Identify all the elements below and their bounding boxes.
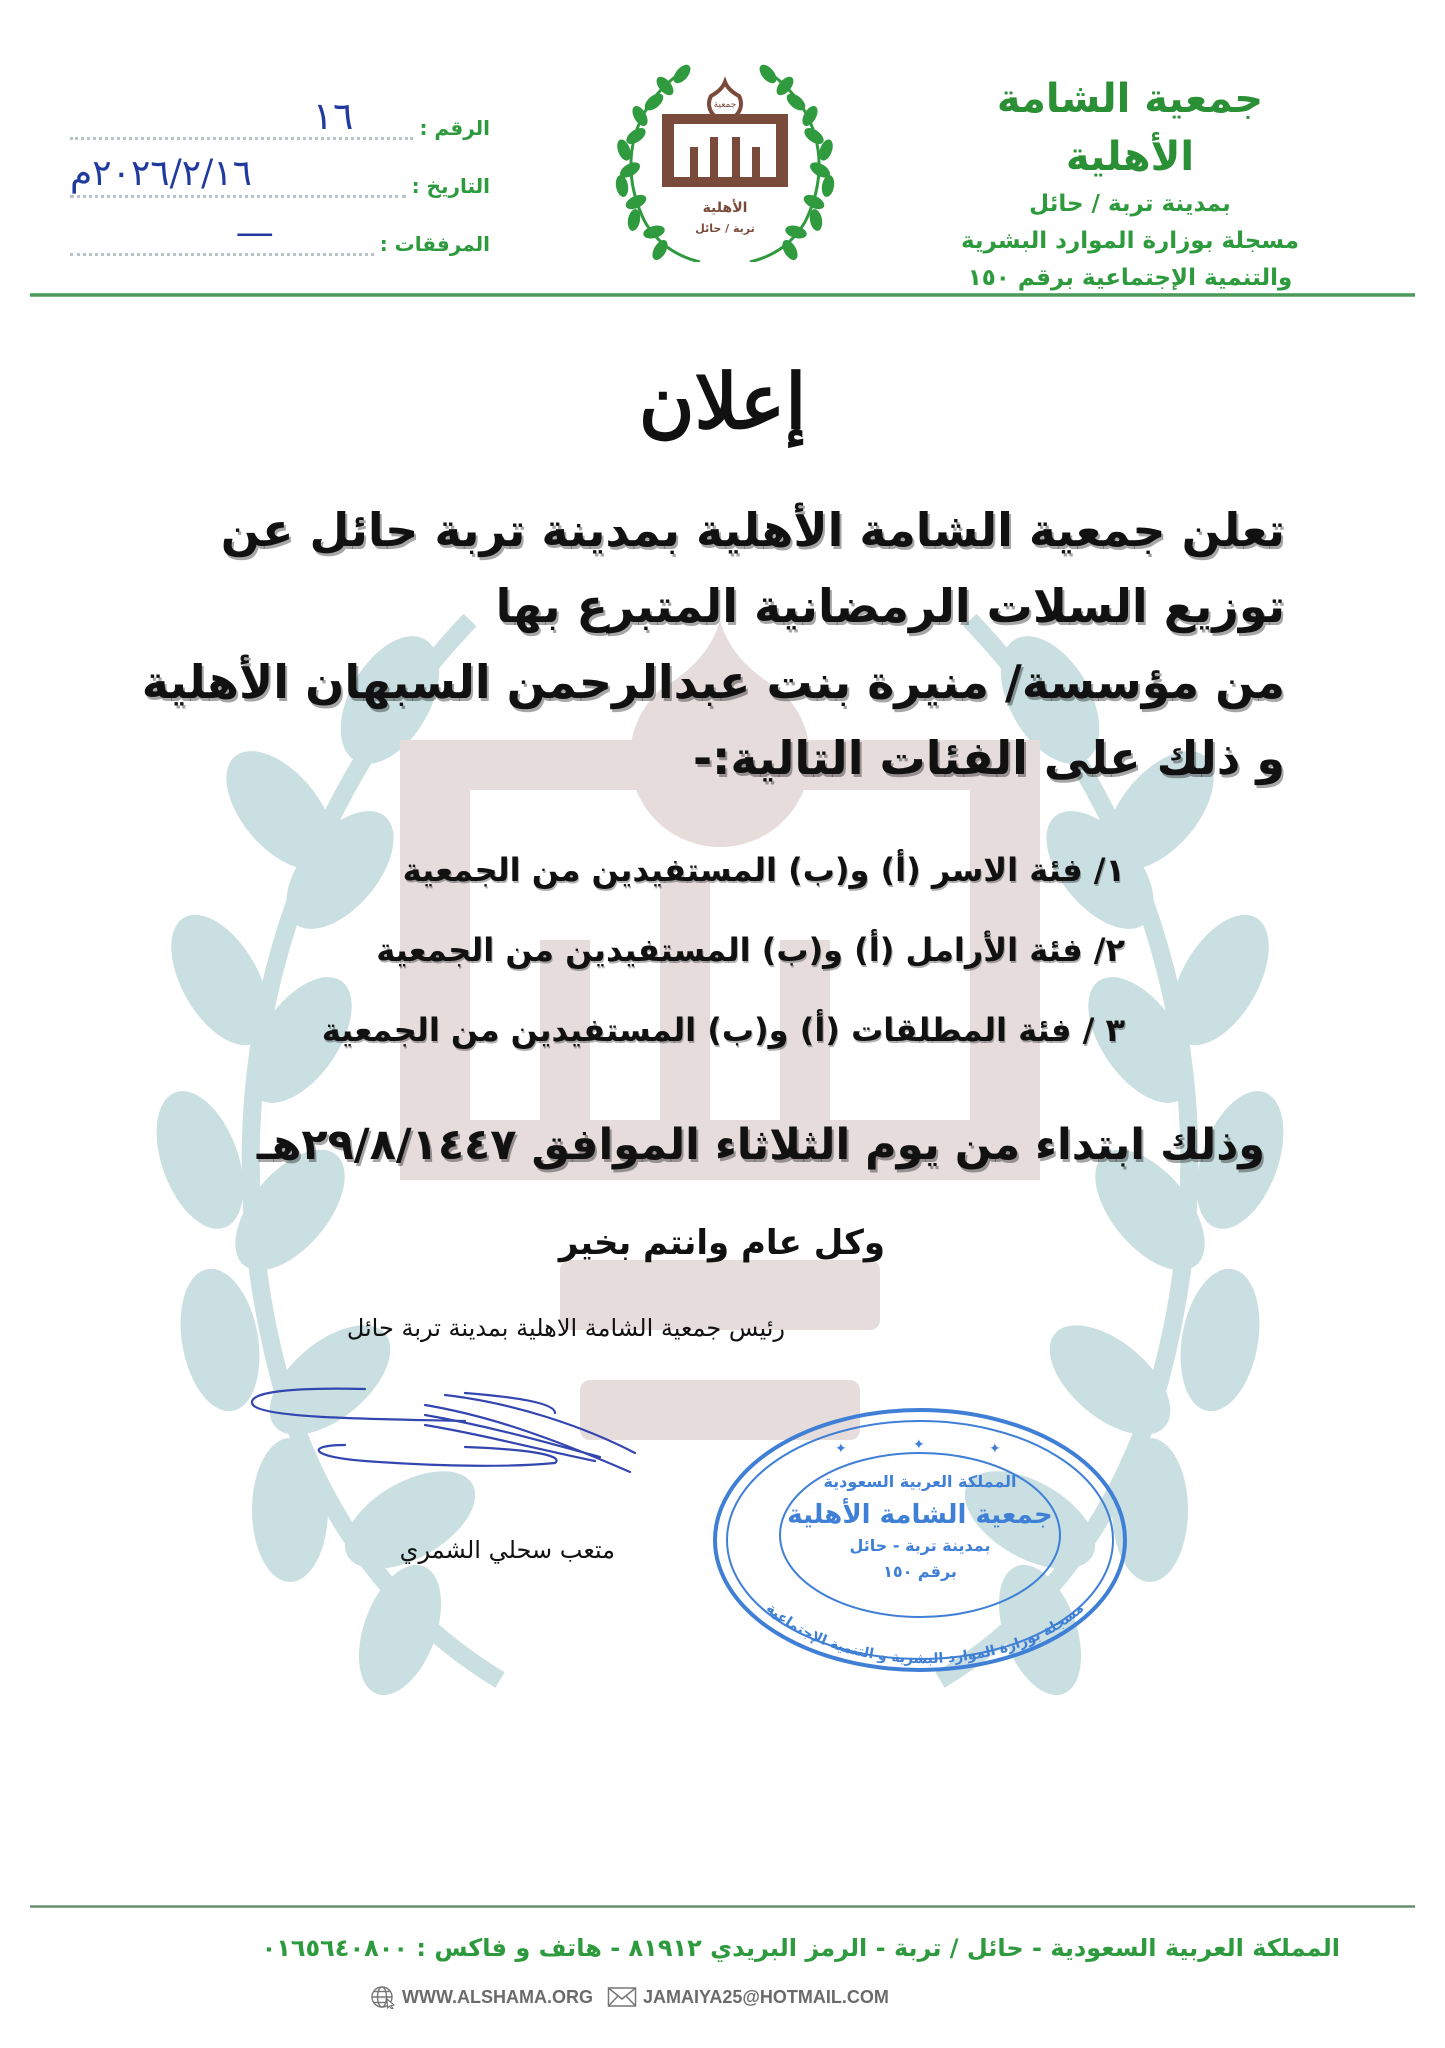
paragraph-line: من مؤسسة/ منيرة بنت عبدالرحمن السبهان الأهلية: [141, 655, 1285, 709]
reference-number-row: [70, 82, 490, 140]
category-list: [225, 830, 1125, 1070]
organization-logo: [590, 52, 860, 262]
reference-attachments-line: [70, 210, 374, 256]
logo-text-place: تربة / حائل: [695, 222, 755, 235]
category-item: ٣ / فئة المطلقات (أ) و(ب) المستفيدين من الجمعية: [321, 1011, 1125, 1049]
organization-letterhead: [940, 70, 1320, 297]
reference-number-label: الرقم :: [419, 116, 490, 140]
reference-fields: [70, 82, 490, 256]
category-item: ١/ فئة الاسر (أ) و(ب) المستفيدين من الجمعية: [402, 851, 1125, 889]
stamp-line-org: جمعية الشامة الأهلية: [787, 1500, 1053, 1530]
logo-text-top: جمعية: [713, 100, 737, 110]
reference-attachments-row: [70, 198, 490, 256]
reference-attachments-value: —: [235, 210, 274, 254]
svg-text:✦: ✦: [913, 1437, 925, 1453]
svg-text:✦: ✦: [989, 1441, 1001, 1457]
footer-email[interactable]: [607, 1986, 889, 2008]
organization-registration-number: والتنمية الإجتماعية برقم ١٥٠: [967, 265, 1293, 291]
reference-number-line: [70, 94, 413, 140]
stamp-line-number: برقم ١٥٠: [883, 1562, 957, 1581]
official-stamp: [695, 1395, 1135, 1675]
greeting: وكل عام وانتم بخير: [558, 1223, 885, 1263]
signer-name: متعب سحلي الشمري: [399, 1536, 615, 1564]
email-text[interactable]: JAMAIYA25@HOTMAIL.COM: [642, 1986, 889, 2007]
stamp-arc-textpath: مسجلة بوزارة الموارد البشرية و التنمية الإجتماعية: [762, 1600, 1088, 1668]
reference-attachments-label: المرفقات :: [379, 232, 490, 256]
stamp-arc-text: [763, 1600, 1087, 1667]
stamp-line-country: المملكة العربية السعودية: [823, 1472, 1017, 1491]
svg-text:✦: ✦: [835, 1441, 847, 1457]
category-item: ٢/ فئة الأرامل (أ) و(ب) المستفيدين من الجمعية: [376, 931, 1125, 969]
organization-city: بمدينة تربة / حائل: [1029, 191, 1231, 217]
logo-text-sub: الأهلية: [702, 200, 748, 216]
footer-contacts: [370, 1985, 889, 2009]
globe-icon: [370, 1985, 396, 2009]
president-title: رئيس جمعية الشامة الاهلية بمدينة تربة حائل: [346, 1314, 785, 1342]
paragraph-line: تعلن جمعية الشامة الأهلية بمدينة تربة حائل عن: [220, 503, 1285, 557]
paragraph-line: و ذلك على الفئات التالية:-: [692, 731, 1285, 785]
announcement-title: [0, 352, 1445, 452]
reference-number-value: ١٦: [312, 94, 354, 138]
footer-address: المملكة العربية السعودية - حائل / تربة - الرمز البريدي ٨١٩١٢ - هاتف و فاكس : ٠١٦٥٦٤٠٨٠٠: [261, 1934, 1340, 1962]
stamp-line-city: بمدينة تربة - حائل: [849, 1536, 991, 1555]
mosque-emblem-icon: [662, 82, 788, 187]
organization-registration: مسجلة بوزارة الموارد البشرية: [960, 228, 1300, 254]
start-date-line: وذلك ابتداء من يوم الثلاثاء الموافق ٢٩/٨/١٤٤٧هـ: [256, 1120, 1265, 1170]
envelope-icon: [607, 1986, 637, 2008]
footer-website[interactable]: [370, 1985, 593, 2009]
reference-date-line: [70, 153, 406, 198]
header-divider: [30, 293, 1415, 297]
handwritten-signature: [225, 1375, 645, 1495]
reference-date-value: ٢٠٢٦/٢/١٦م: [70, 153, 252, 194]
announcement-title-text: إعلان: [638, 357, 807, 446]
reference-date-row: [70, 140, 490, 198]
organization-name: جمعية الشامة الأهلية: [996, 76, 1264, 180]
reference-date-label: التاريخ :: [411, 174, 490, 198]
announcement-paragraph: [141, 492, 1285, 796]
website-text[interactable]: WWW.ALSHAMA.ORG: [402, 1986, 593, 2007]
footer-divider: [30, 1905, 1415, 1908]
paragraph-line: توزيع السلات الرمضانية المتبرع بها: [495, 579, 1285, 633]
